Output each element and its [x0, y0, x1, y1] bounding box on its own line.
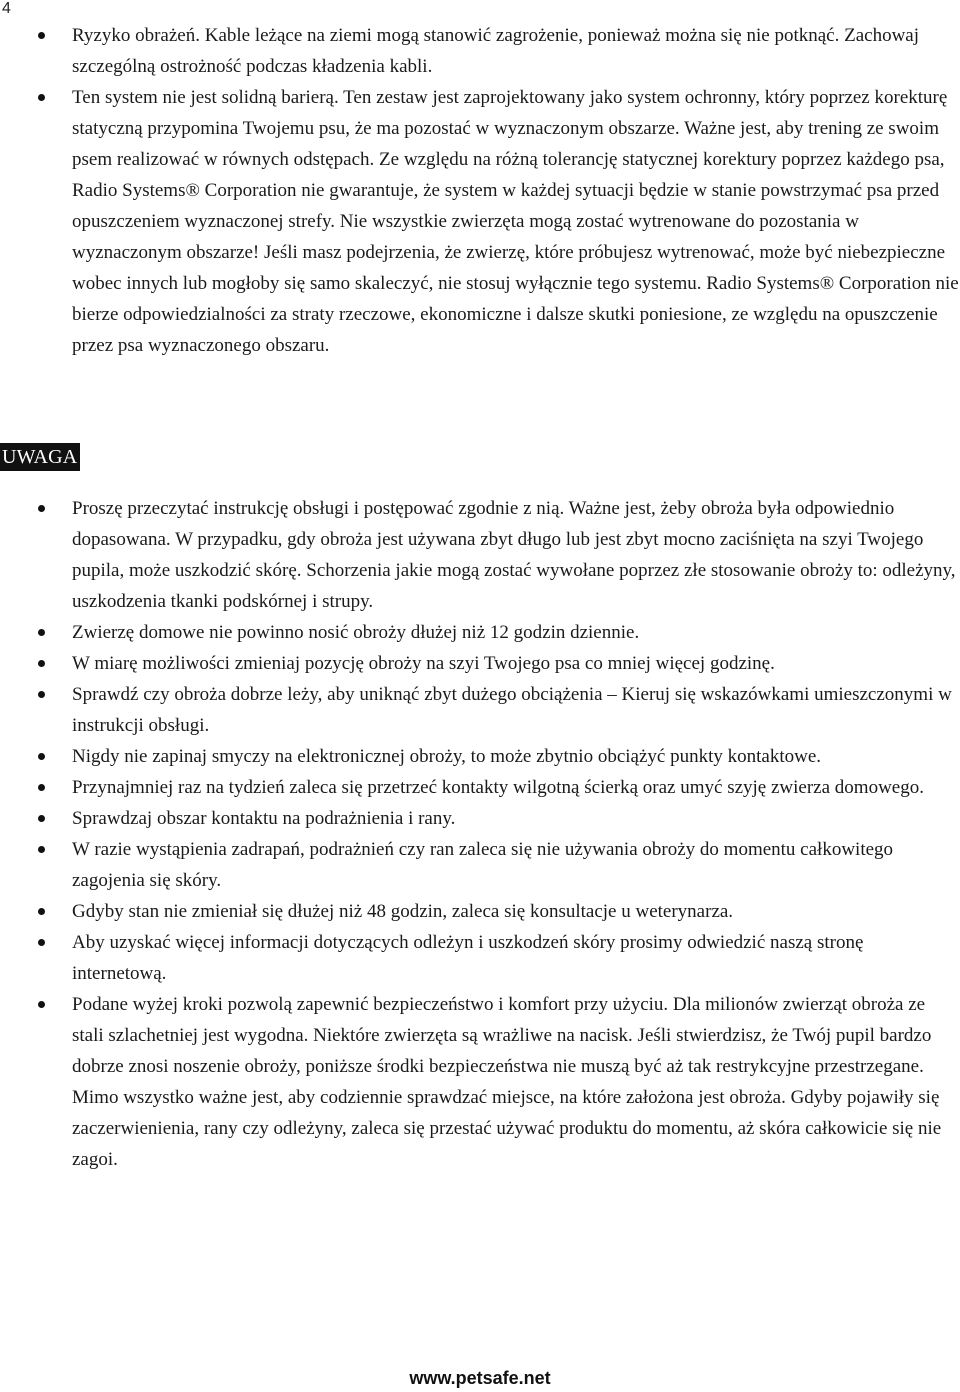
warning-bullet-list — [72, 493, 960, 1175]
list-item: Ryzyko obrażeń. Kable leżące na ziemi mogą stanowić zagrożenie, ponieważ można się nie potknąć. Zachowaj szczególną ostrożność podczas kładzenia kabli. — [72, 20, 960, 82]
list-item: W razie wystąpienia zadrapań, podrażnień czy ran zaleca się nie używania obroży do momentu całkowitego zagojenia się skóry. — [72, 834, 960, 896]
list-item: Zwierzę domowe nie powinno nosić obroży dłużej niż 12 godzin dziennie. — [72, 617, 960, 648]
warning-label: UWAGA — [0, 443, 80, 471]
page-number: 4 — [2, 0, 11, 17]
list-item: Sprawdzaj obszar kontaktu na podrażnienia i rany. — [72, 803, 960, 834]
list-item: Proszę przeczytać instrukcję obsługi i postępować zgodnie z nią. Ważne jest, żeby obroża była odpowiednio dopasowana. W przypadku, gdy obroża jest używana zbyt długo lub jest zbyt mocno zaciśnięta na szyi Twojego pupila, może uszkodzić skórę. Schorzenia jakie mogą zostać wywołane poprzez złe stosowanie obroży to: odleżyny, uszkodzenia tkanki podskórnej i strupy. — [72, 493, 960, 617]
list-item: W miarę możliwości zmieniaj pozycję obroży na szyi Twojego psa co mniej więcej godzinę. — [72, 648, 960, 679]
top-bullet-list — [72, 20, 960, 361]
list-item: Gdyby stan nie zmieniał się dłużej niż 48 godzin, zaleca się konsultacje u weterynarza. — [72, 896, 960, 927]
list-item: Nigdy nie zapinaj smyczy na elektronicznej obroży, to może zbytnio obciążyć punkty kontaktowe. — [72, 741, 960, 772]
footer-url[interactable]: www.petsafe.net — [409, 1368, 551, 1388]
list-item: Sprawdź czy obroża dobrze leży, aby uniknąć zbyt dużego obciążenia – Kieruj się wskazówkami umieszczonymi w instrukcji obsługi. — [72, 679, 960, 741]
list-item: Przynajmniej raz na tydzień zaleca się przetrzeć kontakty wilgotną ścierką oraz umyć szyję zwierza domowego. — [72, 772, 960, 803]
list-item: Aby uzyskać więcej informacji dotyczących odleżyn i uszkodzeń skóry prosimy odwiedzić naszą stronę internetową. — [72, 927, 960, 989]
list-item: Ten system nie jest solidną barierą. Ten zestaw jest zaprojektowany jako system ochronny, który poprzez korekturę statyczną przypomina Twojemu psu, że ma pozostać w wyznaczonym obszarze. Ważne jest, aby trening ze swoim psem realizować w równych odstępach. Ze względu na różną tolerancję statycznej korektury poprzez każdego psa, Radio Systems® Corporation nie gwarantuje, że system w każdej sytuacji będzie w stanie powstrzymać psa przed opuszczeniem wyznaczonej strefy. Nie wszystkie zwierzęta mogą zostać wytrenowane do pozostania w wyznaczonym obszarze! Jeśli masz podejrzenia, że zwierzę, które próbujesz wytrenować, może być niebezpieczne wobec innych lub mogłoby się samo skaleczyć, nie stosuj wyłącznie tego systemu. Radio Systems® Corporation nie bierze odpowiedzialności za straty rzeczowe, ekonomiczne i dalsze skutki poniesione, ze względu na opuszczenie przez psa wyznaczonego obszaru. — [72, 82, 960, 361]
list-item: Podane wyżej kroki pozwolą zapewnić bezpieczeństwo i komfort przy użyciu. Dla milionów zwierząt obroża ze stali szlachetniej jest wygodna. Niektóre zwierzęta są wrażliwe na nacisk. Jeśli stwierdzisz, że Twój pupil bardzo dobrze znosi noszenie obroży, poniższe środki bezpieczeństwa nie muszą być aż tak restrykcyjne przestrzegane. Mimo wszystko ważne jest, aby codziennie sprawdzać miejsce, na które założona jest obroża. Gdyby pojawiły się zaczerwienienia, rany czy odleżyny, zaleca się przestać używać produktu do momentu, aż skóra całkowicie się nie zagoi. — [72, 989, 960, 1175]
